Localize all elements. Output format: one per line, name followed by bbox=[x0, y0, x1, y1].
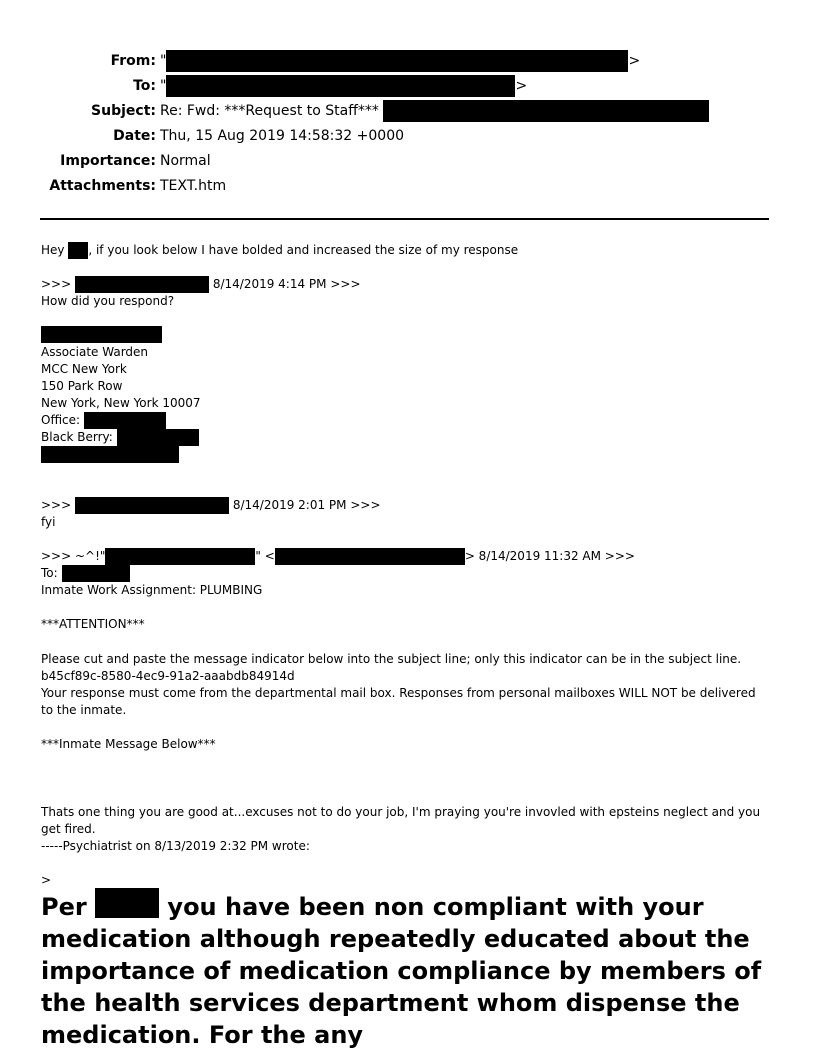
subject-row bbox=[0, 100, 816, 122]
to-value: " > bbox=[160, 75, 527, 97]
attachments-row bbox=[0, 175, 816, 197]
msg1-text: How did you respond? bbox=[41, 294, 175, 308]
psychiatrist-line: -----Psychiatrist on 8/13/2019 2:32 PM wrote: bbox=[41, 839, 310, 853]
redaction-block bbox=[95, 888, 159, 918]
signature-title: Associate Warden bbox=[41, 345, 149, 359]
redaction-block bbox=[166, 50, 628, 72]
signature-street: 150 Park Row bbox=[41, 379, 123, 393]
from-row bbox=[0, 50, 816, 72]
forward-header-1: >>> 8/14/2019 4:14 PM >>> bbox=[41, 277, 361, 291]
importance-label: Importance: bbox=[60, 153, 156, 169]
redaction-block bbox=[75, 276, 209, 293]
inmate-message-header: ***Inmate Message Below*** bbox=[41, 737, 216, 751]
attention-heading: ***ATTENTION*** bbox=[41, 617, 145, 631]
forward-header-2: >>> 8/14/2019 2:01 PM >>> bbox=[41, 498, 381, 512]
signature-name bbox=[41, 326, 162, 343]
redaction-block bbox=[41, 446, 179, 463]
redaction-block bbox=[275, 548, 465, 565]
signature-extra bbox=[41, 446, 179, 463]
forward-header-3: >>> ~^!" " < > 8/14/2019 11:32 AM >>> bbox=[41, 549, 635, 563]
date-label: Date: bbox=[113, 128, 156, 144]
redaction-block bbox=[68, 242, 88, 259]
subject-value: Re: Fwd: ***Request to Staff*** bbox=[160, 100, 709, 122]
attachments-value: TEXT.htm bbox=[160, 178, 227, 194]
from-label: From: bbox=[110, 53, 156, 69]
redaction-block bbox=[117, 429, 199, 446]
inmate-message-text: Thats one thing you are good at...excuses not to do your job, I'm praying you're invovled with epsteins neglect and you get fired. bbox=[41, 805, 761, 836]
redaction-block bbox=[383, 100, 709, 122]
importance-value: Normal bbox=[160, 153, 211, 169]
redaction-block bbox=[41, 326, 162, 343]
response-note: Your response must come from the departmental mail box. Responses from personal mailboxes WILL NOT be delivered to the inmate. bbox=[41, 686, 756, 717]
to-label: To: bbox=[133, 78, 156, 94]
header-divider bbox=[40, 218, 769, 220]
redaction-block bbox=[166, 75, 515, 97]
to-row bbox=[0, 75, 816, 97]
attachments-label: Attachments: bbox=[49, 178, 156, 194]
quote-marker: > bbox=[41, 873, 52, 887]
instruction-text: Please cut and paste the message indicator below into the subject line; only this indicator can be in the subject line. bbox=[41, 652, 742, 666]
signature-org: MCC New York bbox=[41, 362, 127, 376]
redaction-block bbox=[105, 548, 255, 565]
signature-city: New York, New York 10007 bbox=[41, 396, 201, 410]
date-value: Thu, 15 Aug 2019 14:58:32 +0000 bbox=[160, 128, 405, 144]
signature-blackberry: Black Berry: bbox=[41, 429, 199, 446]
importance-row bbox=[0, 150, 816, 172]
signature-office: Office: bbox=[41, 412, 166, 429]
msg2-text: fyi bbox=[41, 515, 56, 529]
msg3-to: To: bbox=[41, 565, 130, 582]
bold-response: Per you have been non compliant with your medication although repeatedly educated about the importance of medication compliance by members of the health services department whom dispense the medication. For the any bbox=[41, 888, 781, 1051]
redaction-block bbox=[84, 412, 166, 429]
subject-label: Subject: bbox=[91, 103, 156, 119]
redaction-block bbox=[62, 565, 130, 582]
message-indicator: b45cf89c-8580-4ec9-91a2-aaabdb84914d bbox=[41, 669, 295, 683]
from-value: " > bbox=[160, 50, 640, 72]
work-assignment: Inmate Work Assignment: PLUMBING bbox=[41, 583, 263, 597]
redaction-block bbox=[75, 497, 229, 514]
date-row bbox=[0, 125, 816, 147]
greeting-line: Hey , if you look below I have bolded and increased the size of my response bbox=[41, 243, 519, 257]
